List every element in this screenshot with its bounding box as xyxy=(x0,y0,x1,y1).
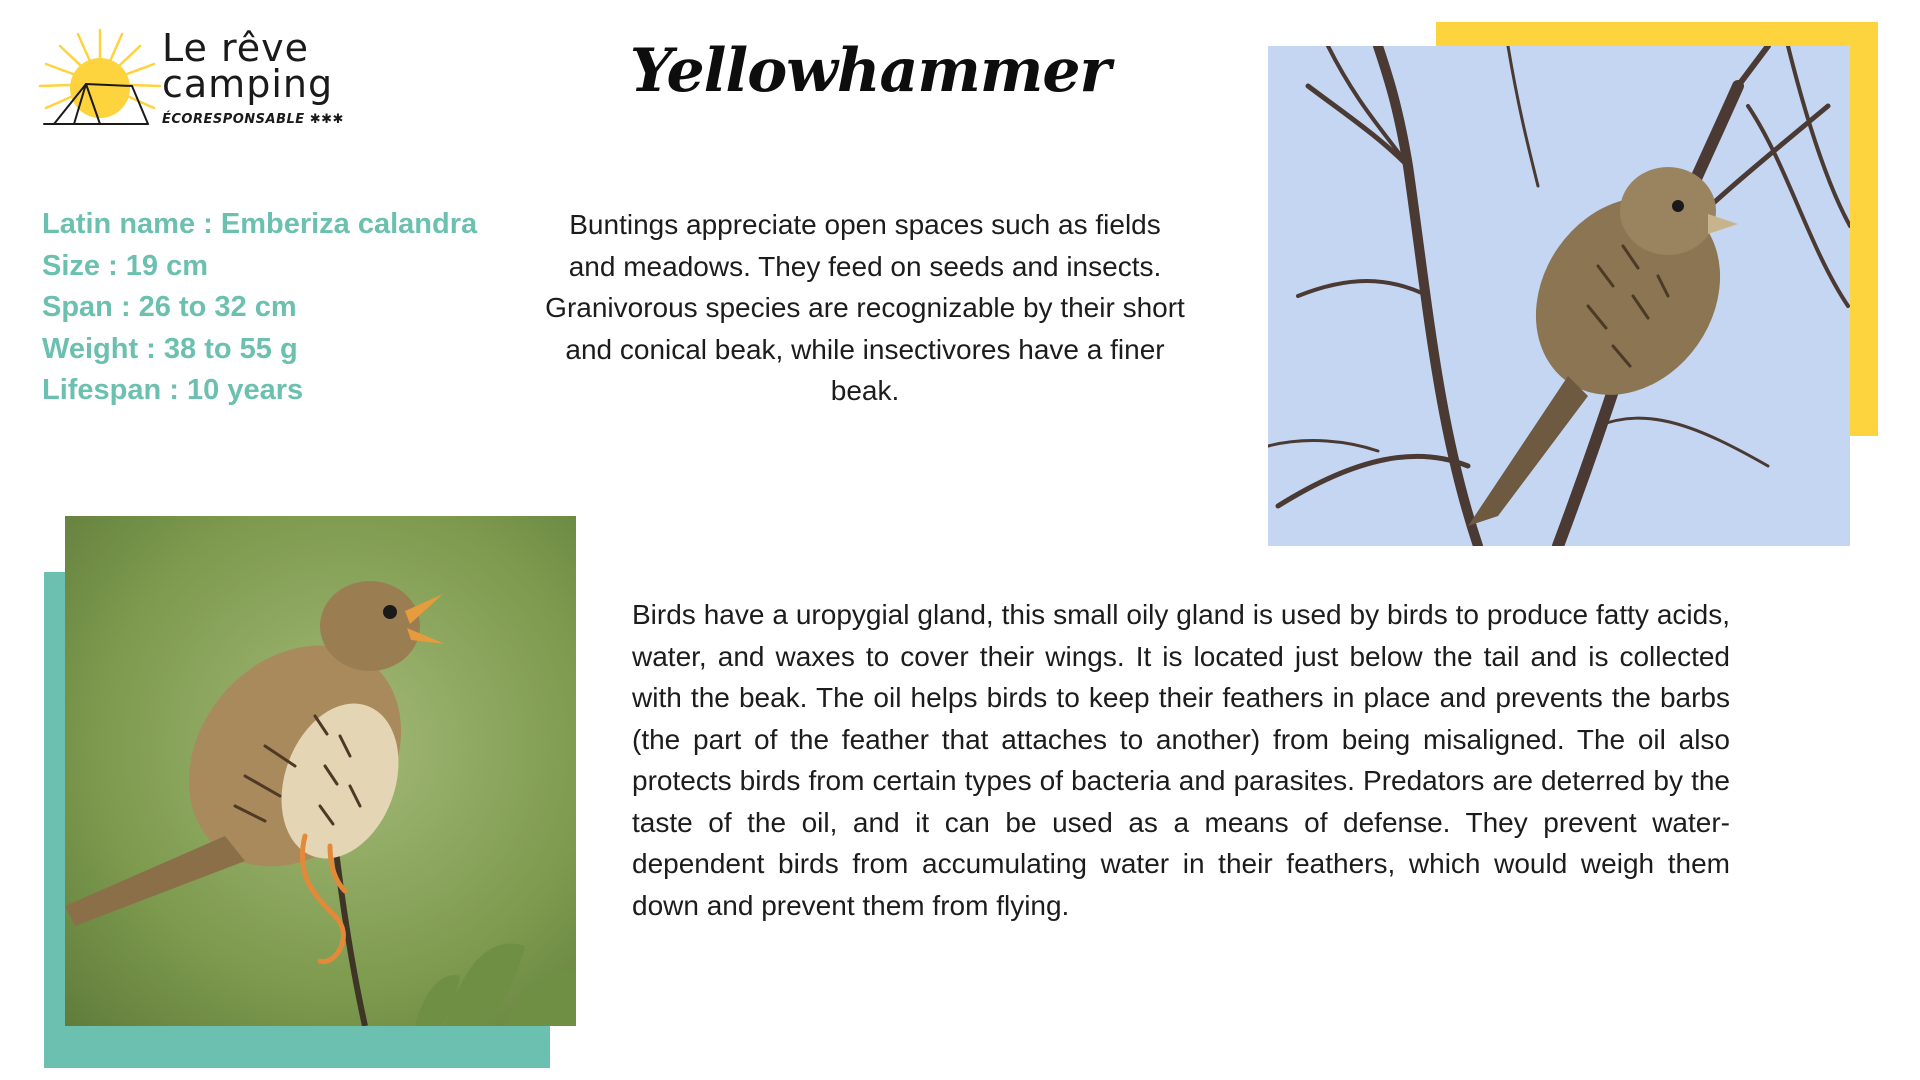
body-paragraph: Birds have a uropygial gland, this small oily gland is used by birds to produce fatty acids, water, and waxes to cover their wings. It is located just below the tail and is collected with the beak. The oil helps birds to keep their feathers in place and prevents the barbs (the part of the feather that attaches to another) from being misaligned. The oil also protects birds from certain types of bacteria and parasites. Predators are deterred by the taste of the oil, and it can be used as a means of defense. They prevent water-dependent birds from accumulating water in their feathers, which would weigh them down and prevent them from flying. xyxy=(632,599,1730,921)
logo-text xyxy=(162,26,344,127)
fact-weight: Weight : 38 to 55 g xyxy=(42,332,298,365)
bird-photo-on-branch xyxy=(1268,46,1850,546)
logo-line-1: Le rêve xyxy=(162,26,309,70)
fact-latin-name: Latin name : Emberiza calandra xyxy=(42,208,478,240)
logo xyxy=(38,26,358,136)
logo-tagline: ÉCORESPONSABLE ✱✱✱ xyxy=(162,112,344,127)
facts-list xyxy=(42,204,477,412)
sun-tent-icon xyxy=(38,26,168,131)
logo-line-2: camping xyxy=(162,62,334,106)
bird-photo-singing xyxy=(65,516,576,1026)
intro-paragraph: Buntings appreciate open spaces such as fields and meadows. They feed on seeds and insects. Granivorous species are recognizable by their short and conical beak, while insectivores have a finer beak. xyxy=(545,209,1185,406)
fact-lifespan: Lifespan : 10 years xyxy=(42,374,304,406)
fact-span: Span : 26 to 32 cm xyxy=(42,291,297,323)
page-title: Yellowhammer xyxy=(629,36,1111,106)
fact-size: Size : 19 cm xyxy=(42,249,209,282)
